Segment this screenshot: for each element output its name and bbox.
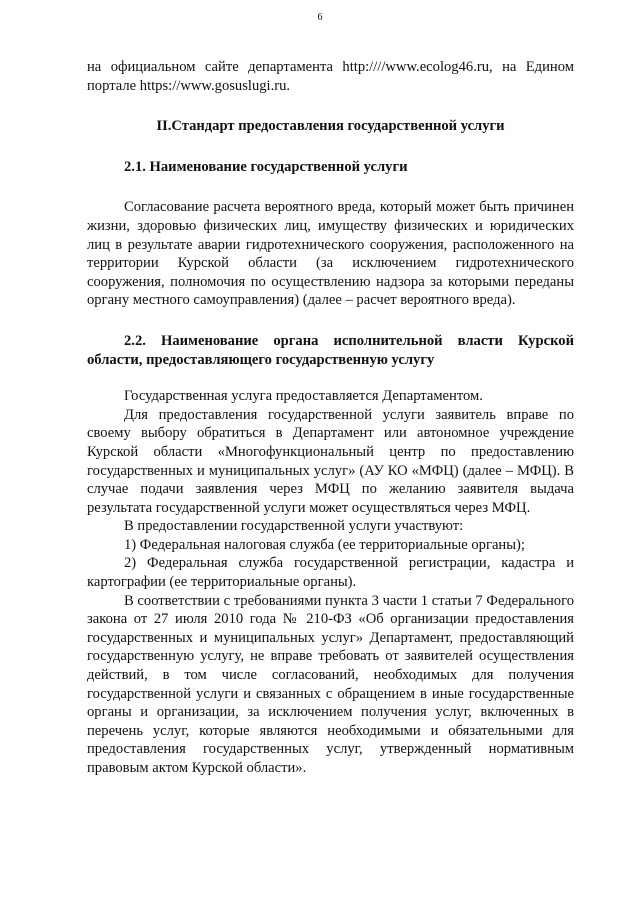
paragraph: В предоставлении государственной услуги участвуют:: [124, 518, 464, 535]
list-item: 1) Федеральная налоговая служба (ее территориальные органы);: [124, 536, 525, 553]
page-number: 6: [317, 12, 323, 23]
paragraph: Государственная услуга предоставляется Департаментом.: [124, 388, 483, 405]
subsection-2-2-title: 2.2. Наименование органа исполнительной власти Курской области, предоставляющего государственную услугу: [87, 332, 574, 368]
section-title: II.Стандарт предоставления государственной услуги: [156, 118, 505, 135]
document-body: [87, 58, 574, 778]
paragraph: Для предоставления государственной услуги заявитель вправе по своему выбору обратиться в Департамент или автономное учреждение Курской области «Многофункциональный центр по предоставлению государственных и муниципальных услуг» (АУ КО «МФЦ) (далее – МФЦ). В случае подачи заявления через МФЦ по желанию заявителя выдача результата государственной услуги может осуществляться через МФЦ.: [87, 406, 574, 516]
subsection-2-1-title: 2.1. Наименование государственной услуги: [124, 158, 408, 175]
list-item: 2) Федеральная служба государственной регистрации, кадастра и картографии (ее территориальные органы).: [87, 555, 574, 591]
paragraph: В соответствии с требованиями пункта 3 части 1 статьи 7 Федерального закона от 27 июля 2010 года № 210-ФЗ «Об организации предоставления государственных и муниципальных услуг» Департамент, предоставляющий государственную услугу, не вправе требовать от заявителей осуществления действий, в том числе согласований, необходимых для получения государственной услуги и связанных с обращением в иные государственные органы и организации, за исключением получения услуг, включенных в перечень услуг, которые являются необходимыми и обязательными для предоставления государственных услуг, утвержденный нормативным правовым актом Курской области».: [87, 592, 574, 776]
subsection-2-1-paragraph: Согласование расчета вероятного вреда, который может быть причинен жизни, здоровью физических лиц, имуществу физических и юридических лиц в результате аварии гидротехнического сооружения, расположенного на территории Курской области (за исключением гидротехнического сооружения, полномочия по осуществлению надзора за которыми переданы органу местного самоуправления) (далее – расчет вероятного вреда).: [87, 199, 574, 309]
intro-paragraph: на официальном сайте департамента http:////www.ecolog46.ru, на Едином портале https://www.gosuslugi.ru.: [87, 59, 574, 94]
